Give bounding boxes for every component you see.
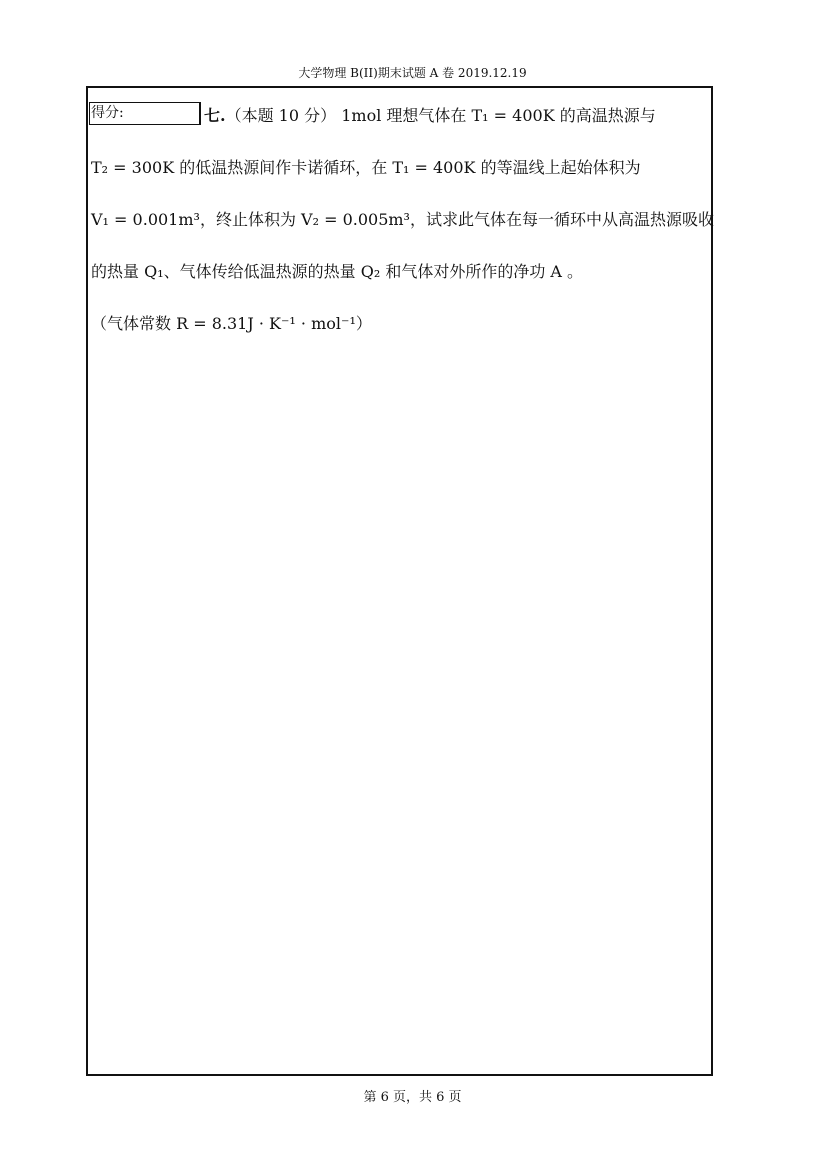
score-box: [89, 102, 201, 125]
answer-frame: [86, 86, 713, 1076]
question-line-3: V₁ = 0.001m³，终止体积为 V₂ = 0.005m³，试求此气体在每一循环中从高温热源吸收: [91, 210, 714, 229]
question-line-2: T₂ = 300K 的低温热源间作卡诺循环，在 T₁ = 400K 的等温线上起始体积为: [91, 158, 641, 177]
question-line-4: 的热量 Q₁、气体传给低温热源的热量 Q₂ 和气体对外所作的净功 A 。: [91, 262, 584, 281]
gas-constant-note: （气体常数 R = 8.31J · K⁻¹ · mol⁻¹）: [91, 314, 372, 333]
score-label: 得分:: [91, 105, 124, 121]
exam-header: 大学物理 B(II)期末试题 A 卷 2019.12.19: [298, 66, 527, 80]
page-footer: 第 6 页，共 6 页: [363, 1090, 462, 1105]
question-text-1: 1mol 理想气体在 T₁ = 400K 的高温热源与: [341, 106, 656, 125]
question-points: （本题 10 分）: [225, 106, 337, 125]
question-number: 七.: [204, 106, 226, 125]
question-line-1: [204, 103, 656, 126]
